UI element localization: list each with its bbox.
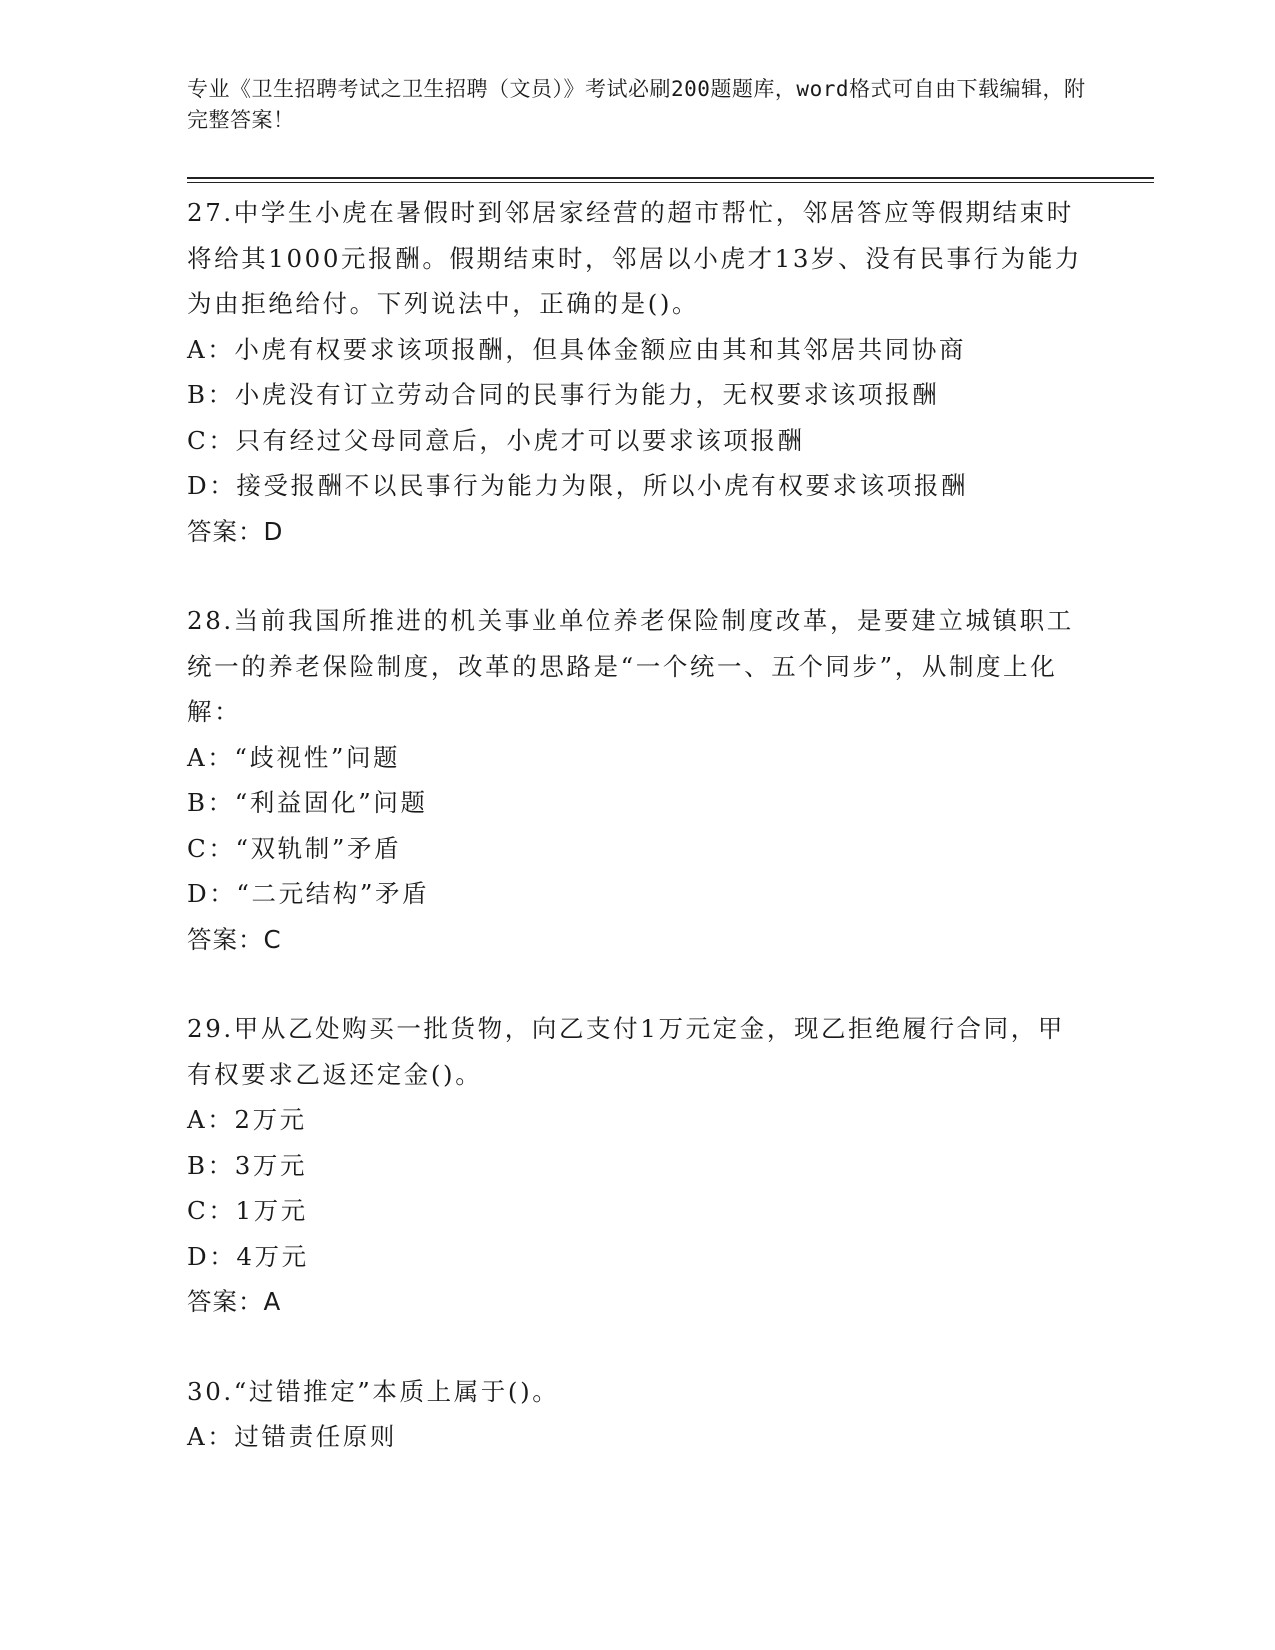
header-rule-thin [187, 182, 1154, 183]
option-a: A：小虎有权要求该项报酬，但具体金额应由其和其邻居共同协商 [187, 334, 967, 364]
option-d: D：接受报酬不以民事行为能力为限，所以小虎有权要求该项报酬 [187, 471, 969, 500]
question-29 [187, 1006, 1087, 1325]
document-header: 专业《卫生招聘考试之卫生招聘（文员）》考试必刷200题题库，word格式可自由下载编辑，附完整答案！ [187, 77, 1086, 132]
option-a: A：过错责任原则 [187, 1422, 397, 1451]
answer: 答案：C [187, 924, 282, 954]
spacer [187, 554, 1087, 598]
question-30 [187, 1369, 1087, 1460]
question-stem: 28.当前我国所推进的机关事业单位养老保险制度改革，是要建立城镇职工统一的养老保险制度，改革的思路是“一个统一、五个同步”，从制度上化解： [187, 606, 1074, 726]
option-c: C：1万元 [187, 1196, 308, 1225]
option-b: B：“利益固化”问题 [187, 788, 428, 817]
option-b: B：3万元 [187, 1150, 308, 1180]
option-c: C：只有经过父母同意后，小虎才可以要求该项报酬 [187, 425, 805, 455]
option-d: D：4万元 [187, 1241, 309, 1271]
answer: 答案：D [187, 516, 284, 546]
question-stem: 27.中学生小虎在暑假时到邻居家经营的超市帮忙，邻居答应等假期结束时将给其1000元报酬。假期结束时，邻居以小虎才13岁、没有民事行为能力为由拒绝给付。下列说法中，正确的是()。 [187, 198, 1083, 318]
option-a: A：“歧视性”问题 [187, 742, 401, 772]
question-list [187, 190, 1087, 1460]
option-a: A：2万元 [187, 1105, 307, 1134]
question-27 [187, 190, 1087, 554]
spacer [187, 1325, 1087, 1369]
question-28 [187, 598, 1087, 962]
header-rule-thick [187, 177, 1154, 179]
spacer [187, 962, 1087, 1006]
option-b: B：小虎没有订立劳动合同的民事行为能力，无权要求该项报酬 [187, 380, 940, 409]
question-stem: 30.“过错推定”本质上属于()。 [187, 1376, 560, 1406]
question-stem: 29.甲从乙处购买一批货物，向乙支付1万元定金，现乙拒绝履行合同，甲有权要求乙返还定金()。 [187, 1014, 1065, 1089]
answer: 答案：A [187, 1287, 282, 1316]
option-d: D：“二元结构”矛盾 [187, 879, 430, 908]
option-c: C：“双轨制”矛盾 [187, 833, 402, 863]
